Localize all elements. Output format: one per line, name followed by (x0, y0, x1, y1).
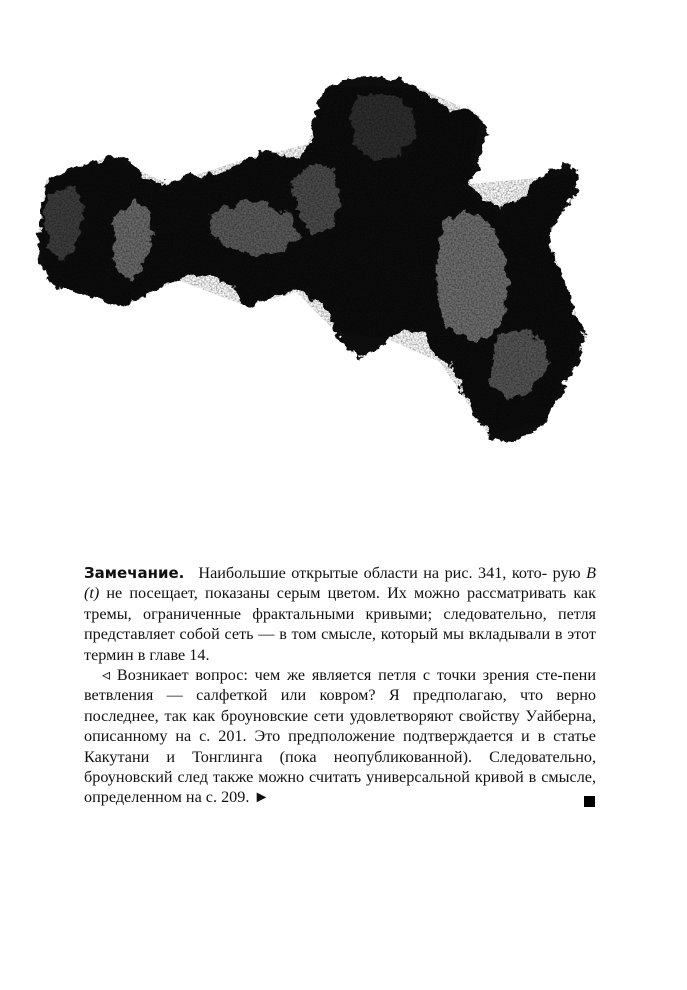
question-paragraph (84, 665, 596, 808)
end-of-proof-square-icon (584, 796, 595, 807)
remark-text-b: не посещает, показаны серым цветом. Их можно рассматривать как тремы, ограниченные фрактальными кривыми; следовательно, петля представляет собой сеть — в том смысле, который мы вкладывали в этот термин в главе 14. (84, 584, 596, 664)
remark-paragraph (84, 563, 596, 665)
brownian-loop-fractal-figure (28, 66, 618, 472)
math-b-of-t: B (t) (84, 564, 596, 603)
question-text: Возникает вопрос: чем же является петля с точки зрения сте-пени ветвления — салфеткой или ковром? Я предполагаю, что верно последнее, так как броуновские сети удовлетворяют свойству Уайберна, описанному на с. 201. Это предположение подтверждается и в статье Какутани и Тонглинга (пока неопубликованной). Следовательно, броуновский след также можно считать универсальной кривой в смысле, определенном на с. 209. (84, 666, 596, 807)
close-triangle-icon: ► (253, 788, 270, 807)
remark-text-line1: Наибольшие открытые области на рис. 341, кото- (198, 564, 548, 582)
open-triangle-icon: ◃ (102, 666, 111, 685)
text-block (84, 563, 596, 808)
remark-label: Замечание. (84, 564, 185, 582)
remark-text-a: рую (552, 564, 587, 582)
